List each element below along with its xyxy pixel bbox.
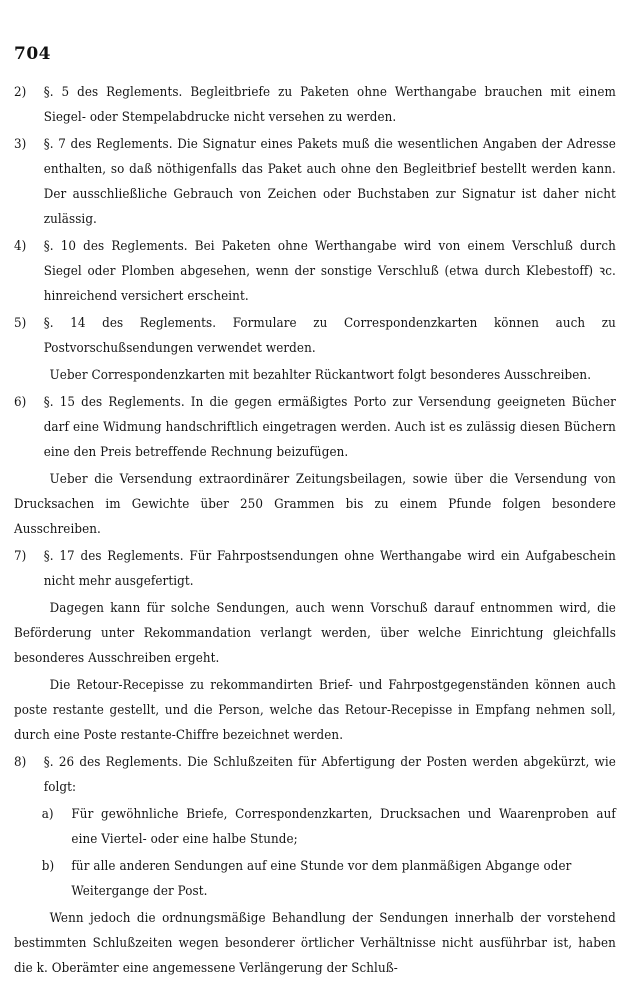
list-item	[14, 750, 616, 800]
list-item-text: §. 10 des Reglements. Bei Paketen ohne Werthangabe wird von einem Verschluß durch Siegel oder Plomben abgesehen, wenn der sonstige Verschluß (etwa durch Klebestoff) ꝛc. hinreichend versichert erscheint.	[43, 239, 616, 304]
paragraph: Ueber die Versendung extraordinärer Zeitungsbeilagen, sowie über die Versendung von Drucksachen im Gewichte über 250 Grammen bis zu einem Pfunde folgen besondere Ausschreiben.	[14, 472, 616, 537]
list-item	[14, 234, 616, 309]
sub-list-item	[14, 854, 616, 904]
list-item-marker: 3)	[14, 137, 27, 152]
list-item-text: §. 26 des Reglements. Die Schlußzeiten für Abfertigung der Posten werden abgekürzt, wie folgt:	[43, 755, 616, 795]
list-item	[14, 80, 616, 130]
list-item-marker: 2)	[14, 85, 27, 100]
list-item-text: §. 7 des Reglements. Die Signatur eines Pakets muß die wesentlichen Angaben der Adresse enthalten, so daß nöthigenfalls das Paket auch ohne den Begleitbrief bestellt werden kann. Der ausschließliche Gebrauch von Zeichen oder Buchstaben zur Signatur ist daher nicht zulässig.	[43, 137, 616, 227]
list-item	[14, 390, 616, 465]
paragraph: Dagegen kann für solche Sendungen, auch wenn Vorschuß darauf entnommen wird, die Beförderung unter Rekommandation verlangt werden, über welche Einrichtung gleichfalls besonderes Ausschreiben ergeht.	[14, 601, 616, 666]
list-item-marker: 5)	[14, 316, 27, 331]
paragraph: Die Retour-Recepisse zu rekommandirten Brief- und Fahrpostgegenständen können auch poste restante gestellt, und die Person, welche das Retour-Recepisse in Empfang nehmen soll, durch eine Poste restante-Chiffre bezeichnet werden.	[14, 678, 616, 743]
paragraph: Wenn jedoch die ordnungsmäßige Behandlung der Sendungen innerhalb der vorstehend bestimmten Schlußzeiten wegen besonderer örtlicher Verhältnisse nicht ausführbar ist, haben die k. Oberämter eine angemessene Verlängerung der Schluß-	[14, 911, 616, 976]
list-item-marker: 4)	[14, 239, 27, 254]
sub-list-item-text: für alle anderen Sendungen auf eine Stunde vor dem planmäßigen Abgange oder Weitergange der Post.	[71, 859, 572, 899]
sub-list-item-marker: b)	[41, 859, 55, 874]
list-item-text: §. 5 des Reglements. Begleitbriefe zu Paketen ohne Werthangabe brauchen mit einem Siegel- oder Stempelabdrucke nicht versehen zu werden.	[43, 85, 616, 125]
list-item-marker: 6)	[14, 395, 27, 410]
list-item-text: §. 15 des Reglements. In die gegen ermäßigtes Porto zur Versendung geeigneten Bücher darf eine Widmung handschriftlich eingetragen werden. Auch ist es zulässig diesen Büchern eine den Preis betreffende Rechnung beizufügen.	[43, 395, 616, 460]
list-item	[14, 132, 616, 232]
list-item-text: §. 14 des Reglements. Formulare zu Correspondenzkarten können auch zu Postvorschußsendungen verwendet werden.	[43, 316, 616, 356]
list-item-text: §. 17 des Reglements. Für Fahrpostsendungen ohne Werthangabe wird ein Aufgabeschein nicht mehr ausgefertigt.	[43, 549, 616, 589]
list-item-marker: 8)	[14, 755, 27, 770]
sub-list-item-text: Für gewöhnliche Briefe, Correspondenzkarten, Drucksachen und Waarenproben auf eine Viertel- oder eine halbe Stunde;	[71, 807, 616, 847]
list-item-marker: 7)	[14, 549, 27, 564]
page-number: 704	[14, 44, 51, 64]
list-item	[14, 311, 616, 361]
sub-list-item-marker: a)	[41, 807, 54, 822]
sub-list-item	[14, 802, 616, 852]
list-item	[14, 544, 616, 594]
document-body	[14, 80, 622, 983]
paragraph: Ueber Correspondenzkarten mit bezahlter Rückantwort folgt besonderes Ausschreiben.	[49, 368, 592, 383]
